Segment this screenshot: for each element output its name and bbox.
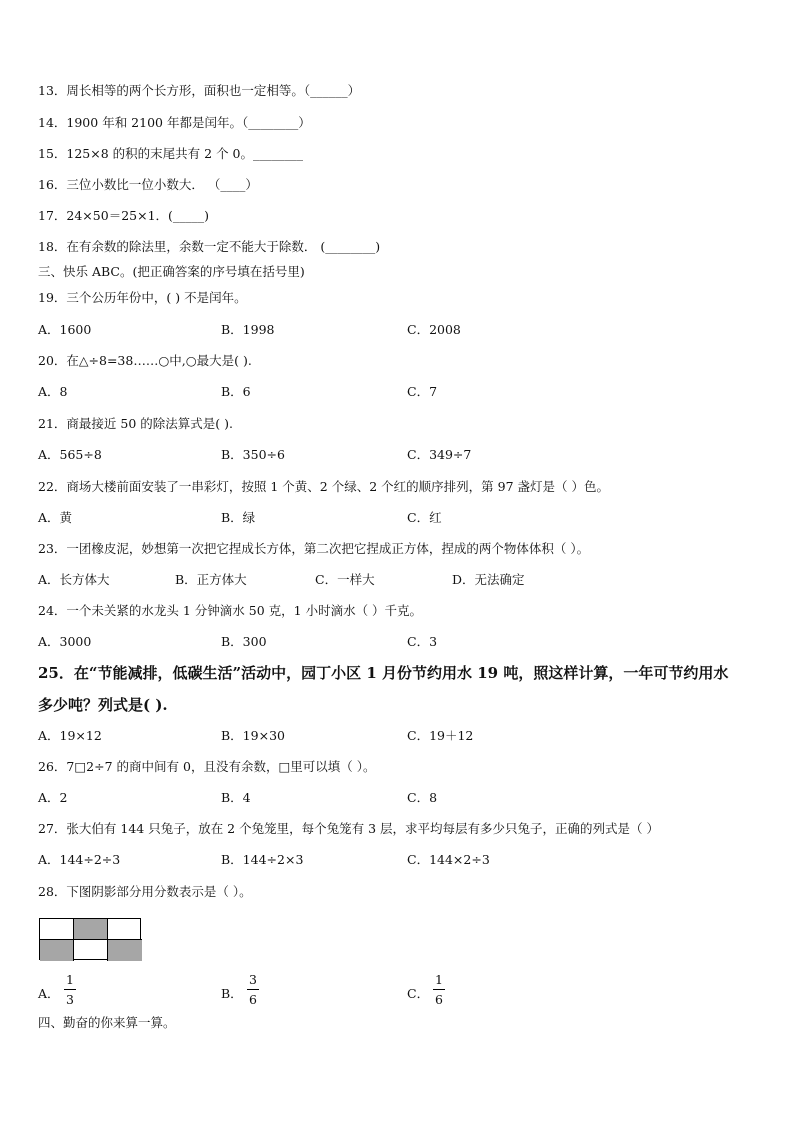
option-b: B．4 [221,790,251,805]
option-b: B．绿 [221,510,256,525]
fraction [433,972,445,1008]
shaded-cell [108,940,142,961]
question-27: 27．张大伯有 144 只兔子，放在 2 个兔笼里，每个兔笼有 3 层，求平均每层有多少只兔子，正确的列式是（ ） [38,821,659,836]
denominator: 3 [66,992,74,1007]
numerator: 1 [64,972,76,990]
option-c: C．144×2÷3 [407,852,490,867]
question-22: 22．商场大楼前面安装了一串彩灯，按照 1 个黄、2 个绿、2 个红的顺序排列，第 97 盏灯是（ ）色。 [38,479,609,494]
option-b: B．1998 [221,322,275,337]
question-28: 28．下图阴影部分用分数表示是（ ）。 [38,884,252,899]
option-a: A．144÷2÷3 [38,852,121,867]
question-15: 15．125×8 的积的末尾共有 2 个 0。________ [38,146,303,161]
option-c: C．2008 [407,322,461,337]
option-b: B．300 [221,634,267,649]
option-c: C．349÷7 [407,447,472,462]
question-14: 14．1900 年和 2100 年都是闰年。（________） [38,115,311,130]
option-label: B． [221,986,243,1001]
option-a: A．565÷8 [38,447,102,462]
question-19: 19．三个公历年份中，( ) 不是闰年。 [38,290,247,305]
option-a: A．3000 [38,634,92,649]
option-a: A．黄 [38,510,73,525]
unshaded-cell [40,919,74,940]
denominator: 6 [249,992,257,1007]
option-a: A．8 [38,384,68,399]
unshaded-cell [108,919,142,940]
options-27 [38,852,758,868]
option-a: A．2 [38,790,68,805]
option-b: B．350÷6 [221,447,285,462]
shaded-cell [40,940,74,961]
numerator: 1 [433,972,445,990]
option-b: B．19×30 [221,728,285,743]
options-19 [38,322,758,338]
question-18: 18．在有余数的除法里，余数一定不能大于除数． (________) [38,239,381,254]
question-25-line-2: 多少吨？列式是( ). [38,696,168,714]
option-c: C．19＋12 [407,728,474,743]
question-17: 17．24×50＝25×1．(_____) [38,208,210,223]
section-4-heading: 四、勤奋的你来算一算。 [38,1015,176,1030]
options-21 [38,447,758,463]
option-c: C．红 [407,510,442,525]
options-23 [38,572,758,588]
numerator: 3 [247,972,259,990]
option-a: A．19×12 [38,728,102,743]
option-b: B．6 [221,384,251,399]
options-26 [38,790,758,806]
option-c: C．一样大 [315,572,375,587]
question-20: 20．在△÷8=38……○中,○最大是( ). [38,353,252,368]
option-label: A． [38,986,60,1001]
options-25 [38,728,758,744]
section-3-heading: 三、快乐 ABC。(把正确答案的序号填在括号里) [38,264,305,279]
denominator: 6 [435,992,443,1007]
options-24 [38,634,758,650]
option-b: B．正方体大 [175,572,247,587]
options-20 [38,384,758,400]
question-25-line-1: 25．在“节能减排，低碳生活”活动中，园丁小区 1 月份节约用水 19 吨，照这样计算，一年可节约用水 [38,664,729,682]
option-c: C．8 [407,790,438,805]
option-b: B．144÷2×3 [221,852,304,867]
question-23: 23．一团橡皮泥，妙想第一次把它捏成长方体，第二次把它捏成正方体，捏成的两个物体体积（ ）。 [38,541,590,556]
option-d: D．无法确定 [452,572,525,587]
question-26: 26．7□2÷7 的商中间有 0，且没有余数，□里可以填（ ）。 [38,759,376,774]
option-label: C． [407,986,430,1001]
shaded-cell [74,919,108,940]
option-a: A．1600 [38,322,92,337]
question-24: 24．一个未关紧的水龙头 1 分钟滴水 50 克，1 小时滴水（ ）千克。 [38,603,423,618]
fraction [64,972,76,1008]
question-13: 13．周长相等的两个长方形，面积也一定相等。（______） [38,83,361,98]
question-21: 21．商最接近 50 的除法算式是( ). [38,416,233,431]
question-16: 16．三位小数比一位小数大． （____） [38,177,258,192]
unshaded-cell [74,940,108,961]
option-c: C．3 [407,634,438,649]
option-c: C．7 [407,384,438,399]
shaded-fraction-figure [39,918,141,960]
fraction [247,972,259,1008]
options-22 [38,510,758,526]
option-a: A．长方体大 [38,572,110,587]
